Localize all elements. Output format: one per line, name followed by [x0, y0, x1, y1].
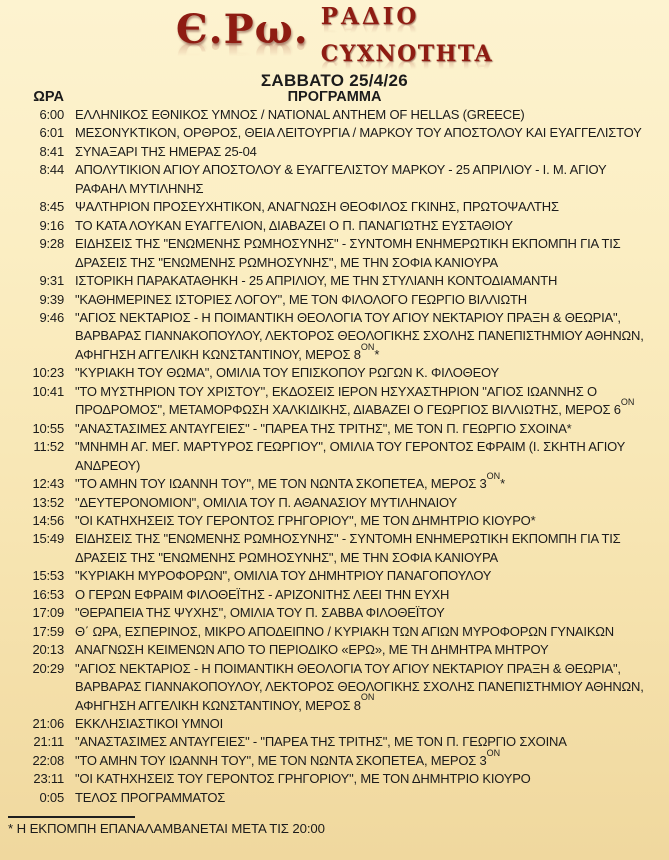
row-program-text: Ο ΓΕΡΩΝ ΕΦΡΑΙΜ ΦΙΛΟΘΕΪΤΗΣ - ΑΡΙΖΟΝΙΤΗΣ ΛΕΕΙ ΤΗΝ ΕΥΧΗ	[75, 586, 450, 602]
row-program-text: ΑΠΟΛΥΤΙΚΙΟΝ ΑΓΙΟΥ ΑΠΟΣΤΟΛΟΥ & ΕΥΑΓΓΕΛΙΣΤΟΥ ΜΑΡΚΟΥ - 25 ΑΠΡΙΛΙΟΥ - Ι. Μ. ΑΓΙΟΥ ΡΑΦΑΗΛ ΜΥΤΙΛΗΝΗΣ	[75, 162, 607, 196]
schedule-row	[0, 291, 669, 309]
row-program-text: "ΚΥΡΙΑΚΗ ΤΟΥ ΘΩΜΑ", ΟΜΙΛΙΑ ΤΟΥ ΕΠΙΣΚΟΠΟΥ ΡΩΓΩΝ Κ. ΦΙΛΟΘΕΟΥ	[75, 365, 500, 381]
row-time: 9:31	[39, 273, 64, 289]
schedule-row	[0, 733, 669, 751]
row-program-text: "ΚΥΡΙΑΚΗ ΜΥΡΟΦΟΡΩΝ", ΟΜΙΛΙΑ ΤΟΥ ΔΗΜΗΤΡΙΟΥ ΠΑΝΑΓΟΠΟΥΛΟΥ	[75, 568, 492, 584]
ordinal-superscript: ΟΝ	[360, 692, 375, 703]
row-program-text: ΣΥΝΑΞΑΡΙ ΤΗΣ ΗΜΕΡΑΣ 25-04	[75, 143, 257, 159]
row-time: 15:53	[32, 568, 64, 584]
row-time: 21:11	[33, 734, 64, 750]
row-time: 17:09	[32, 605, 64, 621]
schedule-row	[0, 494, 669, 512]
row-time: 10:55	[32, 420, 64, 436]
schedule-row	[0, 470, 669, 493]
row-time: 9:46	[39, 309, 64, 325]
row-program-text: ΙΣΤΟΡΙΚΗ ΠΑΡΑΚΑΤΑΘΗΚΗ - 25 ΑΠΡΙΛΙΟΥ, ΜΕ ΤΗΝ ΣΤΥΛΙΑΝΗ ΚΟΝΤΟΔΙΑΜΑΝΤΗ	[75, 273, 558, 289]
row-time: 11:52	[33, 439, 64, 455]
row-time: 17:59	[32, 623, 64, 639]
row-program-text: Θ΄ ΩΡΑ, ΕΣΠΕΡΙΝΟΣ, ΜΙΚΡΟ ΑΠΟΔΕΙΠΝΟ / ΚΥΡΙΑΚΗ ΤΩΝ ΑΓΙΩΝ ΜΥΡΟΦΟΡΩΝ ΓΥΝΑΙΚΩΝ	[75, 623, 614, 639]
logo-wordmark	[321, 2, 493, 65]
row-program-text: "ΟΙ ΚΑΤΗΧΗΣΕΙΣ ΤΟΥ ΓΕΡΟΝΤΟΣ ΓΡΗΓΟΡΙΟΥ", ΜΕ ΤΟΝ ΔΗΜΗΤΡΙΟ ΚΙΟΥΡΟ	[75, 771, 531, 787]
row-program-text: "ΤΟ ΜΥΣΤΗΡΙΟΝ ΤΟΥ ΧΡΙΣΤΟΥ", ΕΚΔΟΣΕΙΣ ΙΕΡΟΝ ΗΣΥΧΑΣΤΗΡΙΟΝ "ΑΓΙΟΣ ΙΩΑΝΝΗΣ Ο ΠΡΟΔΡΟΜΟΣ", ΜΕΤΑΜΟΡΦΩΣΗ ΧΑΛΚΙΔΙΚΗΣ, ΔΙΑΒΑΖΕΙ Ο ΓΕΩΡΓΙΟΣ ΒΙΛΛΙΩΤΗΣ, ΜΕΡΟΣ $6^{ON}$	[75, 383, 635, 418]
row-time: 16:53	[32, 586, 64, 602]
schedule-row	[0, 530, 669, 567]
row-program-text: "ΑΝΑΣΤΑΣΙΜΕΣ ΑΝΤΑΥΓΕΙΕΣ" - "ΠΑΡΕΑ ΤΗΣ ΤΡΙΤΗΣ", ΜΕ ΤΟΝ Π. ΓΕΩΡΓΙΟ ΣΧΟΙΝΑ*	[75, 420, 572, 436]
row-time: 20:13	[32, 642, 64, 658]
schedule-rows	[0, 106, 669, 807]
row-time: 10:41	[32, 383, 64, 399]
schedule-row	[0, 660, 669, 715]
schedule-row	[0, 770, 669, 788]
row-time: 12:43	[32, 476, 64, 492]
row-program-text: "ΜΝΗΜΗ ΑΓ. ΜΕΓ. ΜΑΡΤΥΡΟΣ ΓΕΩΡΓΙΟΥ", ΟΜΙΛΙΑ ΤΟΥ ΓΕΡΟΝΤΟΣ ΕΦΡΑΙΜ (Ι. ΣΚΗΤΗ ΑΓΙΟΥ ΑΝΔΡΕΟΥ)	[75, 439, 626, 473]
column-header-program: ΠΡΟΓΡΑΜΜΑ	[287, 89, 382, 105]
schedule-row	[0, 143, 669, 161]
row-program-text: ΕΚΚΛΗΣΙΑΣΤΙΚΟΙ ΥΜΝΟΙ	[75, 715, 223, 731]
schedule-row	[0, 623, 669, 641]
schedule-row	[0, 604, 669, 622]
row-time: 22:08	[32, 752, 64, 768]
schedule-row	[0, 512, 669, 530]
row-program-text: ΑΝΑΓΝΩΣΗ ΚΕΙΜΕΝΩΝ ΑΠΟ ΤΟ ΠΕΡΙΟΔΙΚΟ «ΕΡΩ», ΜΕ ΤΗ ΔΗΜΗΤΡΑ ΜΗΤΡΟΥ	[75, 642, 549, 658]
row-program-text: "ΑΓΙΟΣ ΝΕΚΤΑΡΙΟΣ - Η ΠΟΙΜΑΝΤΙΚΗ ΘΕΟΛΟΓΙΑ ΤΟΥ ΑΓΙΟΥ ΝΕΚΤΑΡΙΟΥ ΠΡΑΞΗ & ΘΕΩΡΙΑ", ΒΑΡΒΑΡΑΣ ΓΙΑΝΝΑΚΟΠΟΥΛΟΥ, ΛΕΚΤΟΡΟΣ ΘΕΟΛΟΓΙΚΗΣ ΣΧΟΛΗΣ ΠΑΝΕΠΙΣΤΗΜΙΟΥ ΑΘΗΝΩΝ, ΑΦΗΓΗΣΗ ΑΓΓΕΛΙΚΗ ΚΩΝΣΤΑΝΤΙΝΟΥ, ΜΕΡΟΣ $8^{ON}$	[75, 660, 644, 713]
schedule-row	[0, 789, 669, 807]
row-time: 9:16	[39, 217, 64, 233]
row-program-text: ΨΑΛΤΗΡΙΟΝ ΠΡΟΣΕΥΧΗΤΙΚΟΝ, ΑΝΑΓΝΩΣΗ ΘΕΟΦΙΛΟΣ ΓΚΙΝΗΣ, ΠΡΩΤΟΨΑΛΤΗΣ	[75, 199, 559, 215]
station-logo	[0, 2, 669, 65]
row-time: 13:52	[32, 494, 64, 510]
row-program-text: ΜΕΣΟΝΥΚΤΙΚΟΝ, ΟΡΘΡΟΣ, ΘΕΙΑ ΛΕΙΤΟΥΡΓΙΑ / ΜΑΡΚΟΥ ΤΟΥ ΑΠΟΣΤΟΛΟΥ ΚΑΙ ΕΥΑΓΓΕΛΙΣΤΟΥ	[75, 125, 642, 141]
schedule-row	[0, 383, 669, 420]
schedule-row	[0, 272, 669, 290]
ordinal-superscript: ΟΝ	[486, 747, 501, 758]
row-time: 6:01	[39, 125, 64, 141]
row-time: 23:11	[33, 771, 64, 787]
logo-radio-text: ΡΑΔΙΟ	[320, 3, 420, 30]
row-time: 0:05	[39, 789, 64, 805]
schedule-row	[0, 586, 669, 604]
row-time: 20:29	[32, 660, 64, 676]
schedule-row	[0, 235, 669, 272]
row-program-text: "ΔΕΥΤΕΡΟΝΟΜΙΟΝ", ΟΜΙΛΙΑ ΤΟΥ Π. ΑΘΑΝΑΣΙΟΥ ΜΥΤΙΛΗΝΑΙΟΥ	[75, 494, 457, 510]
row-program-text: ΕΛΛΗΝΙΚΟΣ ΕΘΝΙΚΟΣ ΥΜΝΟΣ / NATIONAL ANTHEM OF HELLAS (GREECE)	[75, 107, 525, 122]
row-time: 8:44	[39, 162, 64, 178]
row-time: 8:41	[39, 143, 64, 159]
row-time: 9:28	[39, 236, 64, 252]
schedule-row	[0, 161, 669, 198]
schedule-row	[0, 438, 669, 475]
row-time: 9:39	[39, 291, 64, 307]
row-program-text: ΕΙΔΗΣΕΙΣ ΤΗΣ "ΕΝΩΜΕΝΗΣ ΡΩΜΗΟΣΥΝΗΣ" - ΣΥΝΤΟΜΗ ΕΝΗΜΕΡΩΤΙΚΗ ΕΚΠΟΜΠΗ ΓΙΑ ΤΙΣ ΔΡΑΣΕΙΣ ΤΗΣ "ΕΝΩΜΕΝΗΣ ΡΩΜΗΟΣΥΝΗΣ", ΜΕ ΤΗΝ ΣΟΦΙΑ ΚΑΝΙΟΥΡΑ	[75, 236, 621, 270]
row-program-text: "ΚΑΘΗΜΕΡΙΝΕΣ ΙΣΤΟΡΙΕΣ ΛΟΓΟΥ", ΜΕ ΤΟΝ ΦΙΛΟΛΟΓΟ ΓΕΩΡΓΙΟ ΒΙΛΛΙΩΤΗ	[75, 291, 527, 307]
row-time: 15:49	[32, 531, 64, 547]
row-time: 14:56	[32, 512, 64, 528]
schedule-row	[0, 641, 669, 659]
schedule-row	[0, 198, 669, 216]
schedule-row	[0, 715, 669, 733]
footnote-text: * Η ΕΚΠΟΜΠΗ ΕΠΑΝΑΛΑΜΒΑΝΕΤΑΙ ΜΕΤΑ ΤΙΣ 20:00	[8, 821, 325, 836]
ordinal-superscript: ΟΝ	[360, 341, 375, 352]
schedule-row	[0, 364, 669, 382]
row-program-text: ΤΟ ΚΑΤΑ ΛΟΥΚΑΝ ΕΥΑΓΓΕΛΙΟΝ, ΔΙΑΒΑΖΕΙ Ο Π. ΠΑΝΑΓΙΩΤΗΣ ΕΥΣΤΑΘΙΟΥ	[75, 217, 513, 233]
schedule-row	[0, 747, 669, 770]
ordinal-superscript: ΟΝ	[620, 396, 635, 407]
schedule-row	[0, 567, 669, 585]
row-time: 10:23	[32, 365, 64, 381]
schedule-row	[0, 217, 669, 235]
row-program-text: "ΑΓΙΟΣ ΝΕΚΤΑΡΙΟΣ - Η ΠΟΙΜΑΝΤΙΚΗ ΘΕΟΛΟΓΙΑ ΤΟΥ ΑΓΙΟΥ ΝΕΚΤΑΡΙΟΥ ΠΡΑΞΗ & ΘΕΩΡΙΑ", ΒΑΡΒΑΡΑΣ ΓΙΑΝΝΑΚΟΠΟΥΛΟΥ, ΛΕΚΤΟΡΟΣ ΘΕΟΛΟΓΙΚΗΣ ΣΧΟΛΗΣ ΠΑΝΕΠΙΣΤΗΜΙΟΥ ΑΘΗΝΩΝ, ΑΦΗΓΗΣΗ ΑΓΓΕΛΙΚΗ ΚΩΝΣΤΑΝΤΙΝΟΥ, ΜΕΡΟΣ $8^{ON}*$	[75, 309, 644, 362]
row-program-text: ΤΕΛΟΣ ΠΡΟΓΡΑΜΜΑΤΟΣ	[75, 789, 226, 805]
column-header-time: ΩΡΑ	[33, 89, 64, 105]
ordinal-superscript: ΟΝ	[486, 470, 501, 481]
logo-brand-text: Є.Ρω.	[175, 6, 309, 53]
row-program-text: "ΤΟ ΑΜΗΝ ΤΟΥ ΙΩΑΝΝΗ ΤΟΥ", ΜΕ ΤΟΝ ΝΩΝΤΑ ΣΚΟΠΕΤΕΑ, ΜΕΡΟΣ $3^{ON}$	[75, 747, 501, 768]
schedule-row	[0, 420, 669, 438]
row-time: 21:06	[32, 715, 64, 731]
schedule-row	[0, 309, 669, 364]
schedule-row	[0, 124, 669, 142]
row-program-text: "ΟΙ ΚΑΤΗΧΗΣΕΙΣ ΤΟΥ ΓΕΡΟΝΤΟΣ ΓΡΗΓΟΡΙΟΥ", ΜΕ ΤΟΝ ΔΗΜΗΤΡΙΟ ΚΙΟΥΡΟ*	[75, 512, 536, 528]
row-time: 6:00	[39, 107, 64, 122]
row-program-text: ΕΙΔΗΣΕΙΣ ΤΗΣ "ΕΝΩΜΕΝΗΣ ΡΩΜΗΟΣΥΝΗΣ" - ΣΥΝΤΟΜΗ ΕΝΗΜΕΡΩΤΙΚΗ ΕΚΠΟΜΠΗ ΓΙΑ ΤΙΣ ΔΡΑΣΕΙΣ ΤΗΣ "ΕΝΩΜΕΝΗΣ ΡΩΜΗΟΣΥΝΗΣ", ΜΕ ΤΗΝ ΣΟΦΙΑ ΚΑΝΙΟΥΡΑ	[75, 531, 621, 565]
row-time: 8:45	[39, 199, 64, 215]
logo-frequency-text: CYXNOTHTA	[320, 41, 494, 67]
footnote-separator	[8, 816, 135, 818]
row-program-text: "ΤΟ ΑΜΗΝ ΤΟΥ ΙΩΑΝΝΗ ΤΟΥ", ΜΕ ΤΟΝ ΝΩΝΤΑ ΣΚΟΠΕΤΕΑ, ΜΕΡΟΣ $3^{ON}*$	[75, 470, 505, 492]
schedule-row	[0, 106, 669, 124]
row-program-text: "ΑΝΑΣΤΑΣΙΜΕΣ ΑΝΤΑΥΓΕΙΕΣ" - "ΠΑΡΕΑ ΤΗΣ ΤΡΙΤΗΣ", ΜΕ ΤΟΝ Π. ΓΕΩΡΓΙΟ ΣΧΟΙΝΑ	[75, 734, 567, 750]
row-program-text: "ΘΕΡΑΠΕΙΑ ΤΗΣ ΨΥΧΗΣ", ΟΜΙΛΙΑ ΤΟΥ Π. ΣΑΒΒΑ ΦΙΛΟΘΕΪΤΟΥ	[75, 605, 445, 621]
date-title: ΣΑΒΒΑΤΟ 25/4/26	[260, 71, 409, 90]
